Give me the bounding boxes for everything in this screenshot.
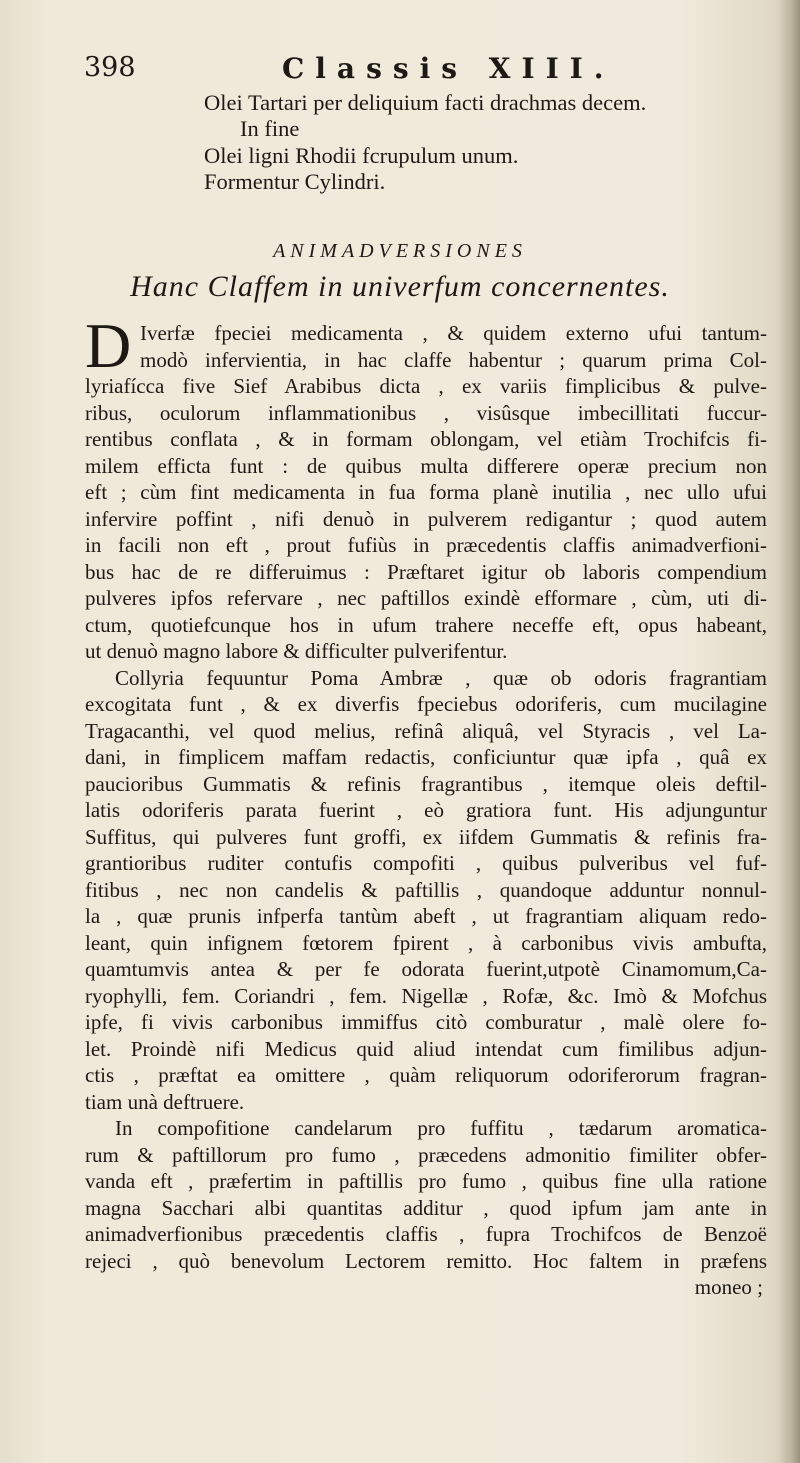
text-line: ipfe, fi vivis carbonibus immiffus citò comburatur , malè olere fo- [85, 1010, 767, 1034]
text-line: vanda eft , præfertim in paftillis pro fumo , quibus fine ulla ratione [85, 1169, 767, 1193]
text-line: pulveres ipfos refervare , nec paftillos exindè efformare , cùm, uti di- [85, 586, 767, 610]
text-line: lyriafícca five Sief Arabibus dicta , ex variis fimplicibus & pulve- [85, 374, 767, 398]
recipe-line: Olei Tartari per deliquium facti drachmas decem. [204, 90, 647, 115]
text-line: bus hac de re differuimus : Præftaret igitur ob laboris compendium [85, 559, 767, 584]
text-line: ribus, oculorum inflammationibus , visûsque imbecillitati fuccur- [85, 400, 767, 425]
body-text [85, 320, 767, 1301]
text-line: grantioribus ruditer contufis compofiti , quibus pulveribus vel fuf- [85, 851, 767, 875]
text-line: paucioribus Gummatis & refinis fragrantibus , itemque oleis deftil- [85, 771, 767, 796]
text-line: fitibus , nec non candelis & paftillis , quandoque adduntur nonnul- [85, 877, 767, 902]
text-line: modò infervientia, in hac claffe habentur ; quarum prima Col- [140, 347, 767, 372]
text-line: rum & paftillorum pro fumo , præcedens admonitio fimiliter obfer- [85, 1142, 767, 1167]
text-line: infervire poffint , nifi denuò in pulverem redigantur ; quod autem [85, 506, 767, 531]
text-line: leant, quin infignem fœtorem fpirent , à carbonibus vivis ambufta, [85, 930, 767, 955]
running-header [84, 52, 744, 92]
text-line: milem efficta funt : de quibus multa differere operæ precium non [85, 453, 767, 478]
text-line: ut denuò magno labore & difficulter pulverifentur. [85, 639, 508, 663]
text-line: let. Proindè nifi Medicus quid aliud intendat cum fimilibus adjun- [85, 1036, 767, 1061]
text-line: latis odoriferis parata fuerint , eò gratiora funt. His adjunguntur [85, 798, 767, 822]
text-line: ctum, quotiefcunque hos in ufum trahere neceffe eft, opus habeant, [85, 612, 767, 637]
text-line: rentibus conflata , & in formam oblongam, vel etiàm Trochifcis fi- [85, 427, 767, 451]
text-line: Iverfæ fpeciei medicamenta , & quidem externo ufui tantum- [140, 321, 767, 345]
recipe-line: Olei ligni Rhodii fcrupulum unum. [204, 143, 519, 168]
text-line: la , quæ prunis infperfa tantùm abeft , ut fragrantiam aliquam redo- [85, 904, 767, 928]
text-line: Tragacanthi, vel quod melius, refinâ aliquâ, vel Styracis , vel La- [85, 718, 767, 743]
drop-capital: D [85, 310, 132, 381]
text-line: quamtumvis antea & per fe odorata fuerint,utpotè Cinamomum,Ca- [85, 957, 767, 981]
section-subtitle: Hanc Claffem in univerfum concernentes. [130, 270, 670, 303]
recipe-line: In fine [240, 116, 300, 141]
text-line: animadverfionibus præcedentis claffis , fupra Trochifcos de Benzoë [85, 1222, 767, 1246]
text-line: in facili non eft , prout fufiùs in præcedentis claffis animadverfioni- [85, 533, 767, 557]
text-line: moneo ; [694, 1275, 763, 1299]
text-line: ryophylli, fem. Coriandri , fem. Nigellæ , Rofæ, &c. Imò & Mofchus [85, 983, 767, 1008]
page-edge-shadow [778, 0, 800, 1463]
text-line: In compofitione candelarum pro fuffitu , tædarum aromatica- [115, 1116, 767, 1140]
text-line: eft ; cùm fint medicamenta in fua forma planè inutilia , nec ullo ufui [85, 480, 767, 504]
recipe-line: Formentur Cylindri. [204, 169, 386, 194]
text-line: rejeci , quò benevolum Lectorem remitto. Hoc faltem in præfens [85, 1248, 767, 1273]
text-line: Collyria fequuntur Poma Ambræ , quæ ob odoris fragrantiam [115, 665, 767, 690]
section-title: ANIMADVERSIONES [273, 240, 527, 262]
text-line: excogitata funt , & ex diverfis fpeciebus odoriferis, cum mucilagine [85, 692, 767, 716]
text-line: magna Sacchari albi quantitas additur , quod ipfum jam ante in [85, 1195, 767, 1220]
page-number: 398 [84, 52, 136, 83]
text-line: Suffitus, qui pulveres funt groffi, ex iifdem Gummatis & refinis fra- [85, 824, 767, 849]
text-line: dani, in fimplicem maffam redactis, conficiuntur quæ ipfa , quâ ex [85, 745, 767, 769]
running-title: Classis XIII. [282, 52, 615, 85]
text-line: tiam unà deftruere. [85, 1089, 245, 1114]
text-line: ctis , præftat ea omittere , quàm reliquorum odoriferorum fragran- [85, 1063, 767, 1087]
